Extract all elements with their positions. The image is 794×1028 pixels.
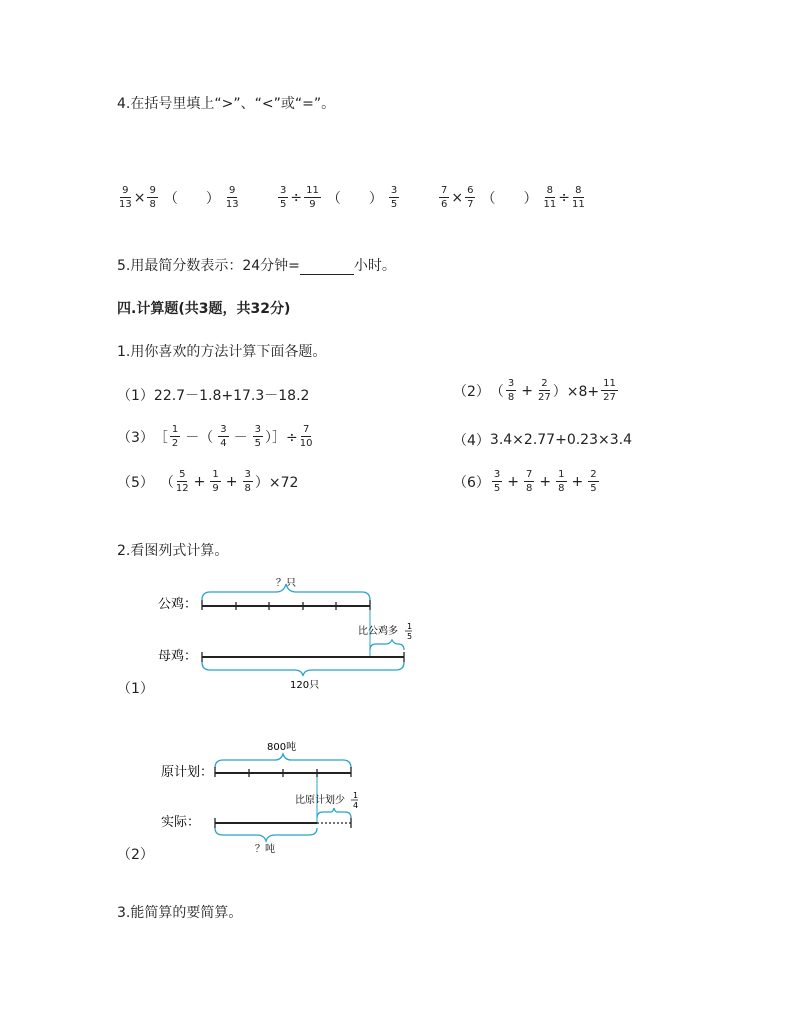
problem-2: （2） （ $\frac{3}{8}$ + $\frac{2}{27}$ ）×8+ $\frac{11}{27}$: [453, 378, 616, 403]
segment-diagram-1: [150, 570, 430, 695]
row-label: 实际：: [161, 815, 201, 830]
answer-paren[interactable]: （ ）: [326, 190, 383, 207]
compare-item-3: $\frac{7}{6}$ × $\frac{6}{7}$ （ ） $\frac{8}{11}$ ÷ $\frac{8}{11}$: [441, 185, 585, 210]
top-brace: [215, 754, 351, 768]
answer-paren[interactable]: （ ）: [163, 190, 220, 207]
segment-diagram-2: [155, 736, 415, 856]
answer-blank[interactable]: [300, 260, 354, 275]
fraction: $\frac{3}{5}$: [280, 185, 287, 210]
bottom-brace: [215, 828, 317, 841]
fraction: $\frac{11}{9}$: [306, 185, 319, 210]
answer-paren[interactable]: （ ）: [481, 190, 538, 207]
diagram-2-label: （2）: [117, 847, 154, 863]
fraction: $\frac{9}{13}$: [225, 185, 239, 210]
question-4-title: 4.在括号里填上“>”、“<”或“=”。: [117, 96, 336, 112]
calc-2-title: 2.看图列式计算。: [117, 543, 229, 559]
problem-3: （3） ［ $\frac{1}{2}$ －（ $\frac{3}{4}$ － $\frac{3}{5}$ ）］÷ $\frac{7}{10}$: [117, 424, 313, 449]
section-title: 四.计算题(共3题，共32分): [117, 301, 291, 317]
fraction: $\frac{6}{7}$: [467, 185, 474, 210]
problem-4: （4） 3.4×2.77+0.23×3.4: [453, 432, 632, 449]
diff-brace: [317, 808, 351, 818]
fraction: $\frac{3}{5}$: [390, 185, 398, 210]
svg-text:4: 4: [353, 801, 359, 810]
problem-1: （1） 22.7－1.8+17.3－18.2: [117, 388, 310, 404]
fraction: $\frac{8}{11}$: [543, 185, 557, 210]
diagram-1-label: （1）: [117, 681, 154, 697]
svg-text:1: 1: [407, 622, 413, 631]
fraction: $\frac{9}{8}$: [149, 185, 156, 210]
row-label: 原计划：: [161, 765, 214, 780]
problem-5: （5） （ $\frac{5}{12}$ + $\frac{1}{9}$ + $\frac{3}{8}$ ）×72: [117, 469, 299, 494]
problem-6: （6） $\frac{3}{5}$ + $\frac{7}{8}$ + $\frac{1}{8}$ + $\frac{2}{5}$: [453, 469, 597, 494]
row-label: 母鸡：: [158, 649, 198, 664]
row-label: 公鸡：: [158, 597, 198, 612]
calc-3-title: 3.能简算的要简算。: [117, 905, 243, 921]
fraction: $\frac{8}{11}$: [571, 185, 585, 210]
diagram-top-label: ？只: [276, 578, 296, 589]
diff-note: 比原计划少: [295, 795, 345, 806]
fraction: $\frac{7}{6}$: [441, 185, 448, 210]
compare-item-2: $\frac{3}{5}$ ÷ $\frac{11}{9}$ （ ） $\frac{3}{5}$: [280, 185, 398, 210]
diagram-top-label: 800吨: [267, 742, 297, 753]
diagram-bottom-label: 120只: [290, 680, 320, 691]
svg-text:5: 5: [407, 632, 413, 641]
question-5: 5.用最简分数表示：24分钟= 小时。: [117, 258, 396, 274]
bottom-brace: [202, 662, 404, 676]
compare-item-1: $\frac{9}{13}$ × $\frac{9}{8}$ （ ） $\frac{9}{13}$: [119, 185, 239, 210]
calc-1-title: 1.用你喜欢的方法计算下面各题。: [117, 344, 327, 360]
diff-note: 比公鸡多: [358, 626, 398, 637]
diagram-bottom-label: ？吨: [255, 844, 275, 855]
fraction: $\frac{9}{13}$: [119, 185, 132, 210]
svg-text:1: 1: [353, 791, 359, 800]
diff-brace: [370, 640, 404, 650]
